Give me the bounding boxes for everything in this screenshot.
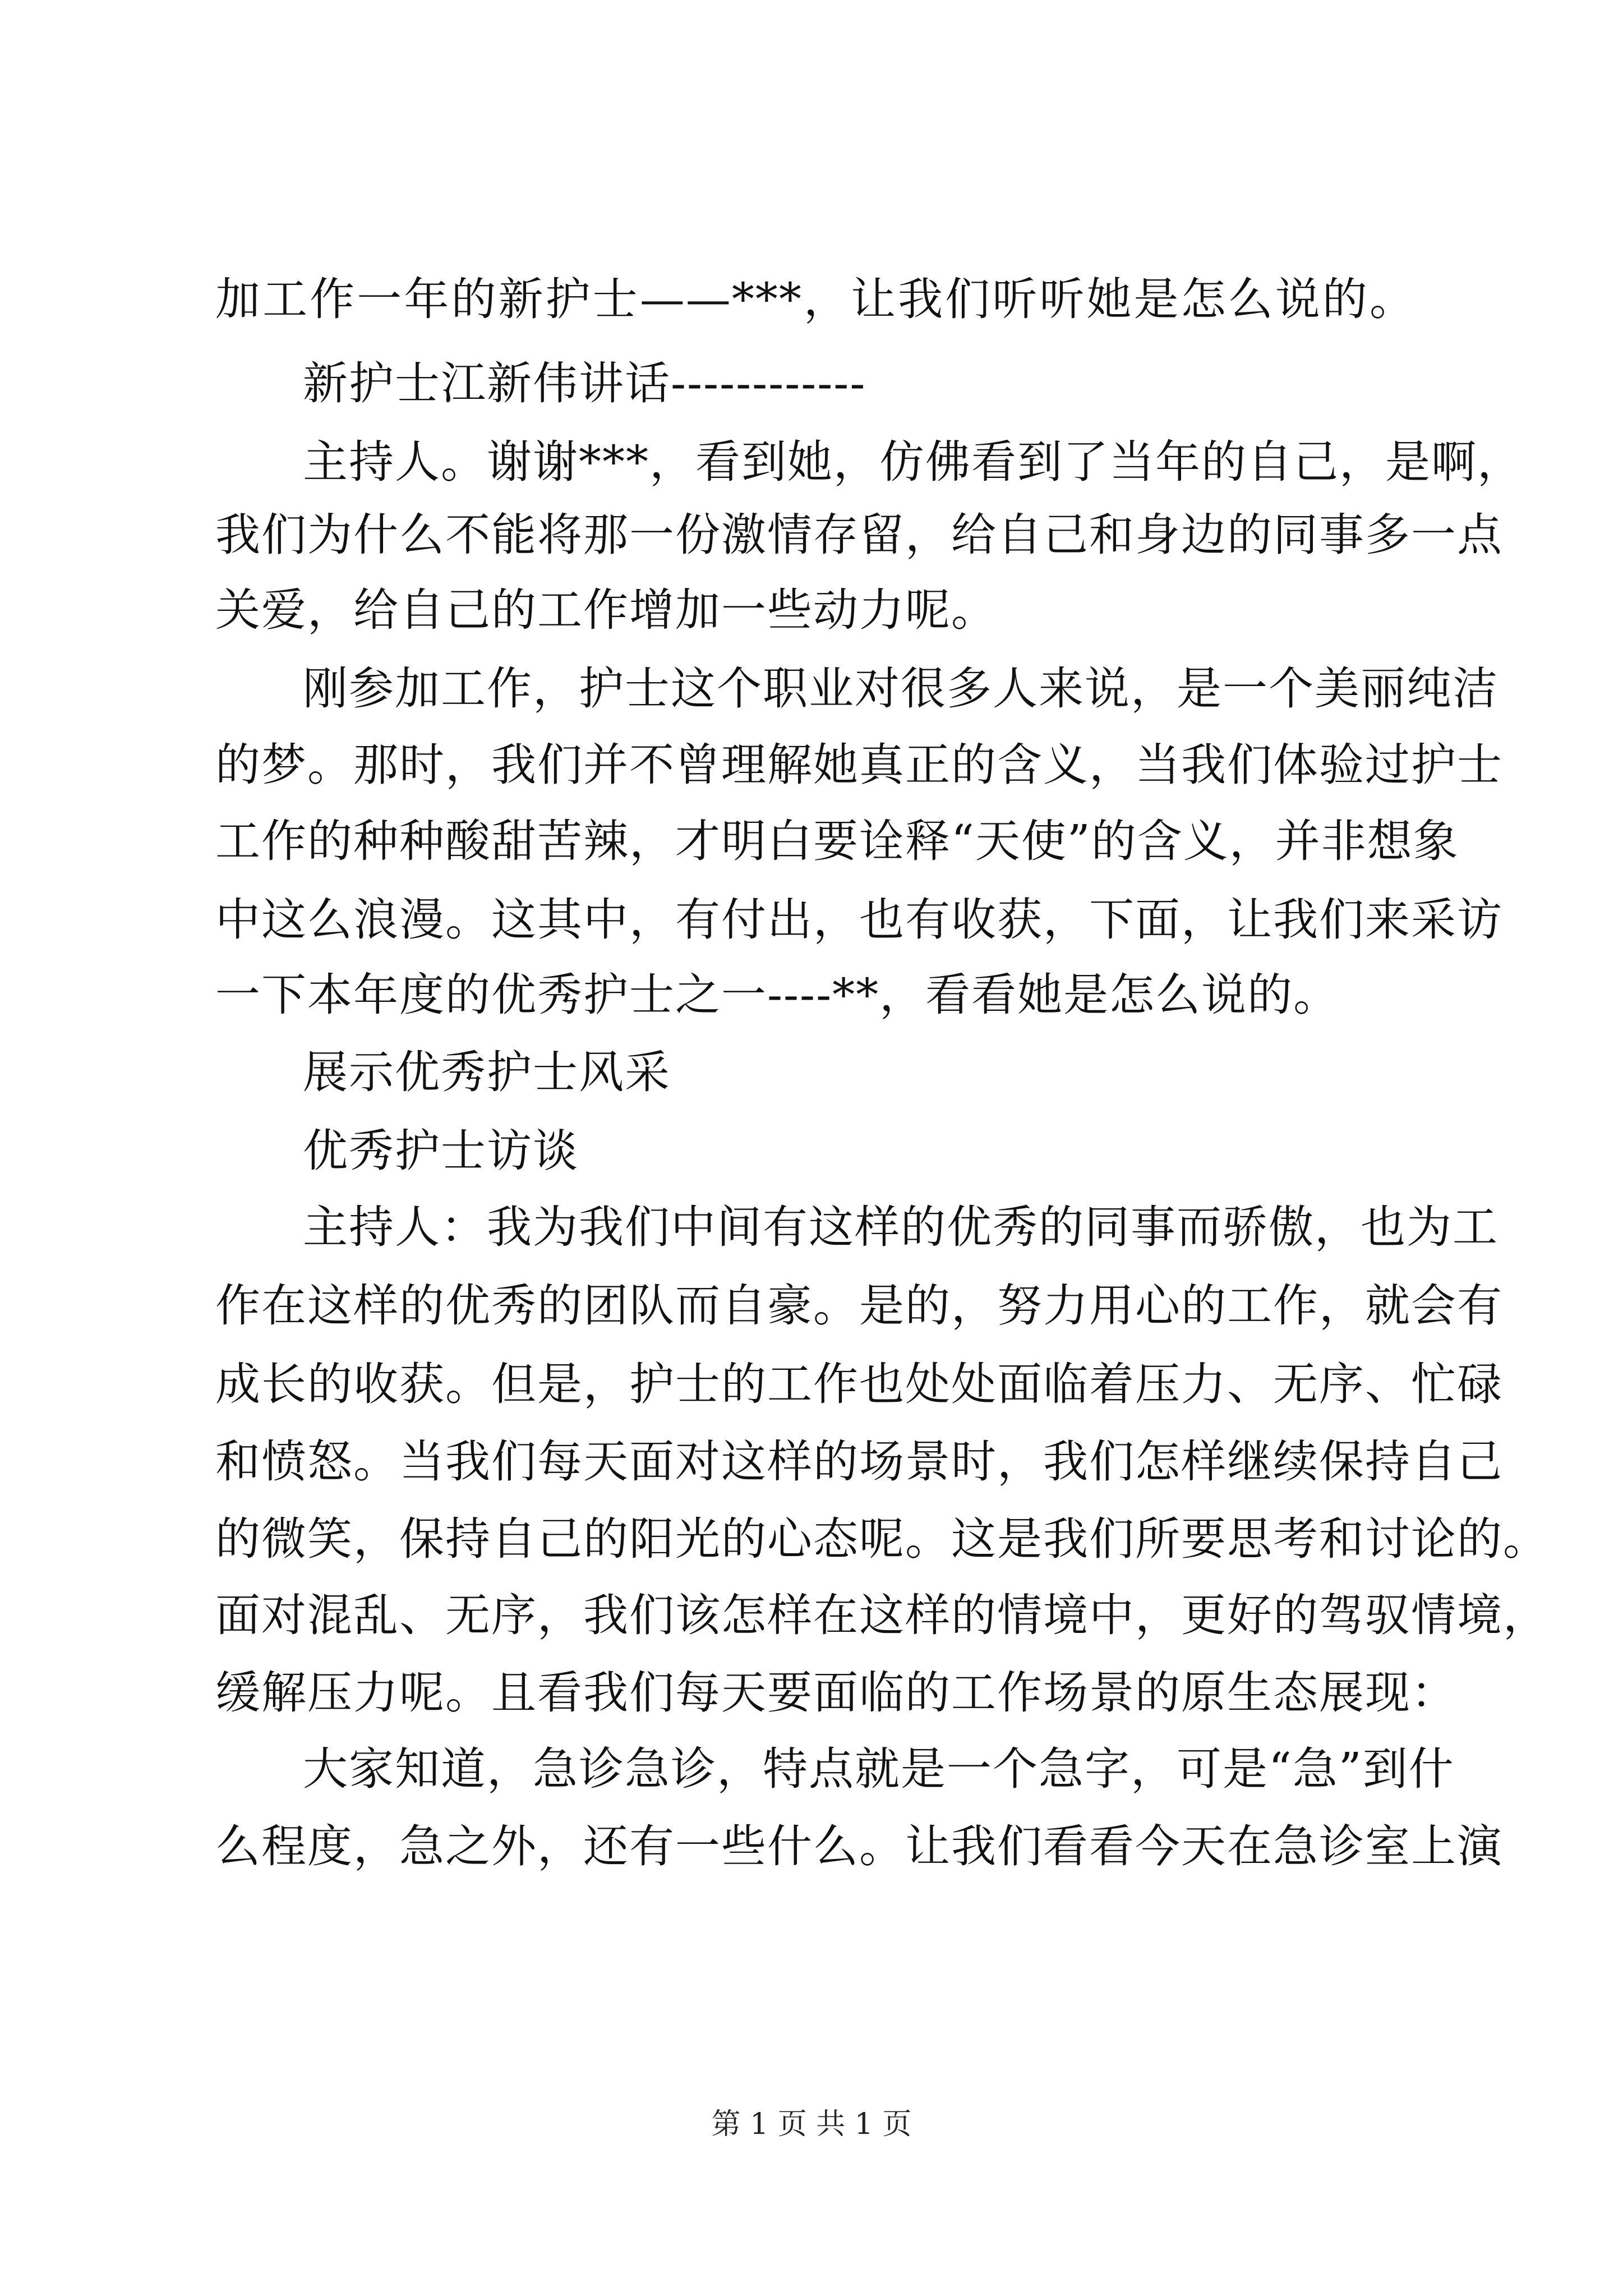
text-line: 中这么浪漫。这其中，有付出，也有收获，下面，让我们来采访 <box>215 894 1503 946</box>
text-line: 我们为什么不能将那一份激情存留，给自己和身边的同事多一点 <box>215 509 1503 561</box>
text-line: 的微笑，保持自己的阳光的心态呢。这是我们所要思考和讨论的。 <box>215 1513 1549 1565</box>
section-heading: 展示优秀护士风采 <box>303 1046 671 1098</box>
text-line: 工作的种种酸甜苦辣，才明白要诠释“天使”的含义，并非想象 <box>215 815 1459 867</box>
text-line: 刚参加工作，护士这个职业对很多人来说，是一个美丽纯洁 <box>303 662 1498 715</box>
text-line: 一下本年度的优秀护士之一----**，看看她是怎么说的。 <box>215 969 1340 1021</box>
section-heading: 优秀护士访谈 <box>303 1125 579 1177</box>
text-line: 面对混乱、无序，我们该怎样在这样的情境中，更好的驾驭情境， <box>215 1589 1549 1641</box>
text-line: 大家知道，急诊急诊，特点就是一个急字，可是“急”到什 <box>303 1743 1455 1795</box>
text-line: 作在这样的优秀的团队而自豪。是的，努力用心的工作，就会有 <box>215 1280 1503 1332</box>
text-line: 的梦。那时，我们并不曾理解她真正的含义，当我们体验过护士 <box>215 739 1503 791</box>
page-footer: 第 1 页 共 1 页 <box>711 2108 912 2141</box>
text-line: 新护士江新伟讲话------------ <box>303 357 866 409</box>
text-line: 缓解压力呢。且看我们每天要面临的工作场景的原生态展现： <box>215 1667 1457 1719</box>
text-line: 主持人：我为我们中间有这样的优秀的同事而骄傲，也为工 <box>303 1201 1498 1253</box>
text-line: 么程度，急之外，还有一些什么。让我们看看今天在急诊室上演 <box>215 1820 1503 1872</box>
text-line: 成长的收获。但是，护士的工作也处处面临着压力、无序、忙碌 <box>215 1358 1503 1410</box>
text-line: 和愤怒。当我们每天面对这样的场景时，我们怎样继续保持自己 <box>215 1435 1503 1488</box>
text-line: 加工作一年的新护士——***，让我们听听她是怎么说的。 <box>215 273 1415 325</box>
text-line: 关爱，给自己的工作增加一些动力呢。 <box>215 584 997 636</box>
text-line: 主持人。谢谢***，看到她，仿佛看到了当年的自己，是啊， <box>303 436 1523 488</box>
